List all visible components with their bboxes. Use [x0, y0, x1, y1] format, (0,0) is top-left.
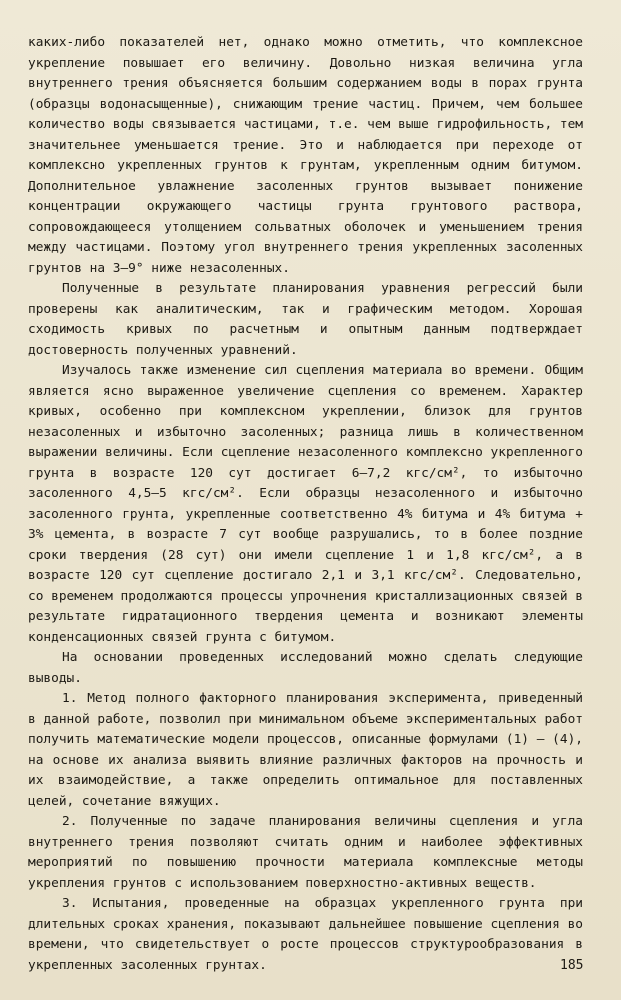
page-number: 185 [560, 958, 584, 973]
paragraph-3: Изучалось также изменение сил сцепления материала во времени. Общим является ясно выраженное увеличение сцепления со временем. Характер кривых, особенно при комплексном укреплении, близок для грунтов незасоленных и избыточно засоленных; разница лишь в количественном выражении величины. Если сцепление незасоленного комплексно укрепленного грунта в возрасте 120 сут достигает 6–7,2 кгс/см², то избыточно засоленного 4,5–5 кгс/см². Если образцы незасоленного и избыточно засоленного грунта, укрепленные соответственно 4% битума и 4% битума + 3% цемента, в возрасте 7 сут вообще разрушались, то в более поздние сроки твердения (28 сут) они имели сцепление 1 и 1,8 кгс/см², а в возрасте 120 сут сцепление достигало 2,1 и 3,1 кгс/см². Следовательно, со временем продолжаются процессы упрочнения кристаллизационных связей в результате гидратационного твердения цемента и возникают элементы конденсационных связей грунта с битумом. [28, 363, 583, 645]
conclusion-2: 2. Полученные по задаче планирования величины сцепления и угла внутреннего трения позволяют считать одним и наиболее эффективных мероприятий по повышению прочности материала комплексные методы укрепления грунтов с использованием поверхностно-активных веществ. [28, 814, 583, 891]
paragraph-4: На основании проведенных исследований можно сделать следующие выводы. [28, 650, 583, 686]
conclusion-1: 1. Метод полного факторного планирования эксперимента, приведенный в данной работе, позволил при минимальном объеме экспериментальных работ получить математические модели процессов, описанные формулами (1) – (4), на основе их анализа выявить влияние различных факторов на прочность и их взаимодействие, а также определить оптимальное для поставленных целей, сочетание вяжущих. [28, 691, 583, 809]
paragraph-2: Полученные в результате планирования уравнения регрессий были проверены как аналитическим, так и графическим методом. Хорошая сходимость кривых по расчетным и опытным данным подтверждает достоверность полученных уравнений. [28, 281, 583, 358]
paragraph-1: каких-либо показателей нет, однако можно отметить, что комплексное укрепление повышает его величину. Довольно низкая величина угла внутреннего трения объясняется большим содержанием воды в порах грунта (образцы водонасыщенные), снижающим трение частиц. Причем, чем большее количество воды связывается частицами, т.е. чем выше гидрофильность, тем значительнее уменьшается трение. Это и наблюдается при переходе от комплексно укрепленных грунтов к грунтам, укрепленным одним битумом. Дополнительное увлажнение засоленных грунтов вызывает понижение концентрации окружающего частицы грунта грунтового раствора, сопровождающееся утолщением сольватных оболочек и уменьшением трения между частицами. Поэтому угол внутреннего трения укрепленных засоленных грунтов на 3–9° ниже незасоленных. [28, 35, 583, 276]
body-text [28, 33, 583, 976]
conclusion-3: 3. Испытания, проведенные на образцах укрепленного грунта при длительных сроках хранения, показывают дальнейшее повышение сцепления во времени, что свидетельствует о росте процессов структурообразования в укрепленных засоленных грунтах. [28, 896, 583, 973]
